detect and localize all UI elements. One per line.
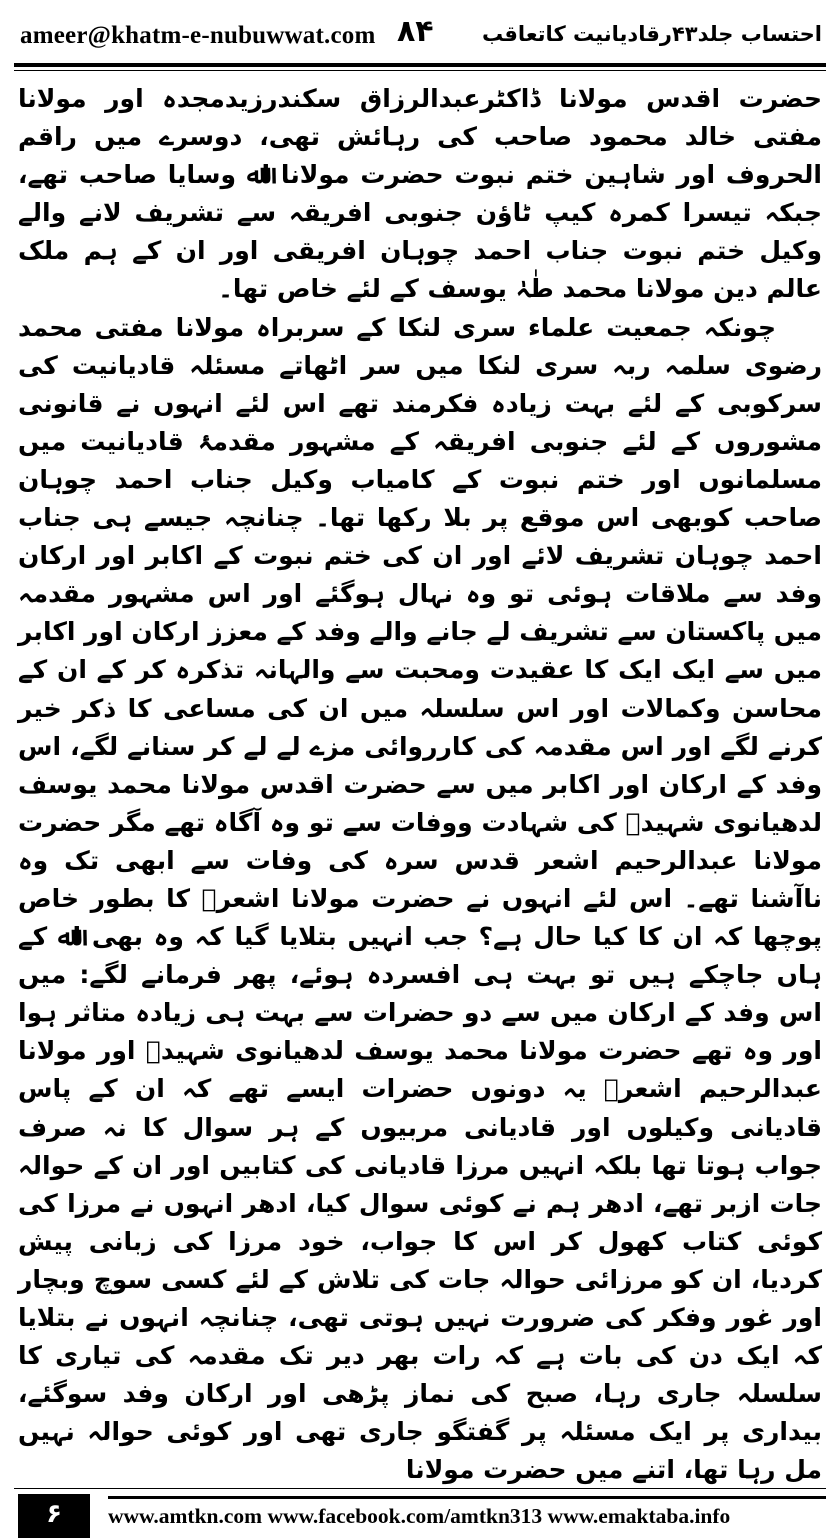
page-footer (0, 1488, 840, 1540)
page-header (0, 0, 840, 70)
body-text (18, 80, 822, 1485)
paragraph: حضرت اقدس مولانا ڈاکٹرعبدالرزاق سکندرزیدمجدہ اور مولانا مفتی خالد محمود صاحب کی رہائش تھی، دوسرے میں راقم الحروف اور شاہین ختم نبوت حضرت مولانا اﷲ وسایا صاحب تھے، جبکہ تیسرا کمرہ کیپ ٹاؤن جنوبی افریقہ سے تشریف لانے والے وکیل ختم نبوت جناب احمد چوہان افریقی اور ان کے ہم ملک عالم دین مولانا محمد طٰہٰ یوسف کے لئے خاص تھا۔ (18, 84, 822, 304)
header-divider (14, 63, 826, 67)
footer-bar (108, 1496, 826, 1499)
header-email: ameer@khatm-e-nubuwwat.com (20, 22, 376, 49)
footer-page-number: ۶ (18, 1494, 90, 1538)
footer-divider (14, 1488, 826, 1489)
header-page-number: ۸۴ (397, 14, 434, 49)
paragraph: چونکہ جمعیت علماء سری لنکا کے سربراہ مولانا مفتی محمد رضوی سلمہ ربہ سری لنکا میں سر اٹھاتے مسئلہ قادیانیت کی سرکوبی کے لئے بہت زیادہ فکرمند تھے اس لئے انہوں نے قانونی مشوروں کے لئے جنوبی افریقہ کے مشہور مقدمۂ قادیانیت میں مسلمانوں اور ختم نبوت کے کامیاب وکیل جناب احمد چوہان صاحب کوبھی اس موقع پر بلا رکھا تھا۔ چنانچہ جیسے ہی جناب احمد چوہان تشریف لائے اور ان کی ختم نبوت کے اکابر اور ارکان وفد سے ملاقات ہوئی تو وہ نہال ہوگئے اور اس مشہور مقدمہ میں پاکستان سے تشریف لے جانے والے وفد کے معزز ارکان اور اکابر میں سے ایک ایک کا عقیدت ومحبت سے والہانہ تذکرہ کر کے ان کے محاسن وکمالات اور اس سلسلہ میں ان کی مساعی کا ذکر خیر کرنے لگے اور اس مقدمہ کی کارروائی مزے لے لے کر سنانے لگے، اس وفد کے ارکان اور اکابر میں سے حضرت اقدس مولانا محمد یوسف لدھیانوی شہیدؒ کی شہادت ووفات سے تو وہ آگاہ تھے مگر حضرت مولانا عبدالرحیم اشعر قدس سرہ کی وفات سے ابھی تک وہ ناآشنا تھے۔ اس لئے انہوں نے حضرت مولانا اشعرؒ کا بطور خاص پوچھا کہ ان کا کیا حال ہے؟ جب انہیں بتلایا گیا کہ وہ بھی اﷲ کے ہاں جاچکے ہیں تو بہت ہی افسردہ ہوئے، پھر فرمانے لگے: میں اس وفد کے ارکان میں سے دو حضرات سے بہت ہی زیادہ متاثر ہوا اور وہ تھے حضرت مولانا محمد یوسف لدھیانوی شہیدؒ اور مولانا عبدالرحیم اشعرؒ یہ دونوں حضرات ایسے تھے کہ ان کے پاس قادیانی وکیلوں اور قادیانی مربیوں کے ہر سوال کا نہ صرف جواب ہوتا تھا بلکہ انہیں مرزا قادیانی کی کتابیں اور ان کے حوالہ جات ازبر تھے، ادھر ہم نے کوئی سوال کیا، ادھر انہوں نے مرزا کی کوئی کتاب کھول کر اس کا جواب، خود مرزا کی زبانی پیش کردیا، ان کو مرزائی حوالہ جات کی تلاش کے لئے کسی سوچ وبچار اور غور وفکر کی ضرورت نہیں ہوتی تھی، چنانچہ انہوں نے بتلایا کہ ایک دن کی بات ہے کہ رات بھر دیر تک مقدمہ کی تیاری کا سلسلہ جاری رہا، صبح کی نماز پڑھی اور ارکان وفد سوگئے، بیداری پر ایک مسئلہ پر گفتگو جاری تھی اور کوئی حوالہ نہیں مل رہا تھا، اتنے میں حضرت مولانا (18, 312, 822, 1485)
footer-urls: www.amtkn.com www.facebook.com/amtkn313 www.emaktaba.info (108, 1504, 731, 1528)
header-running-title: احتساب جلد۴۳رقادیانیت کاتعاقب (481, 22, 822, 46)
